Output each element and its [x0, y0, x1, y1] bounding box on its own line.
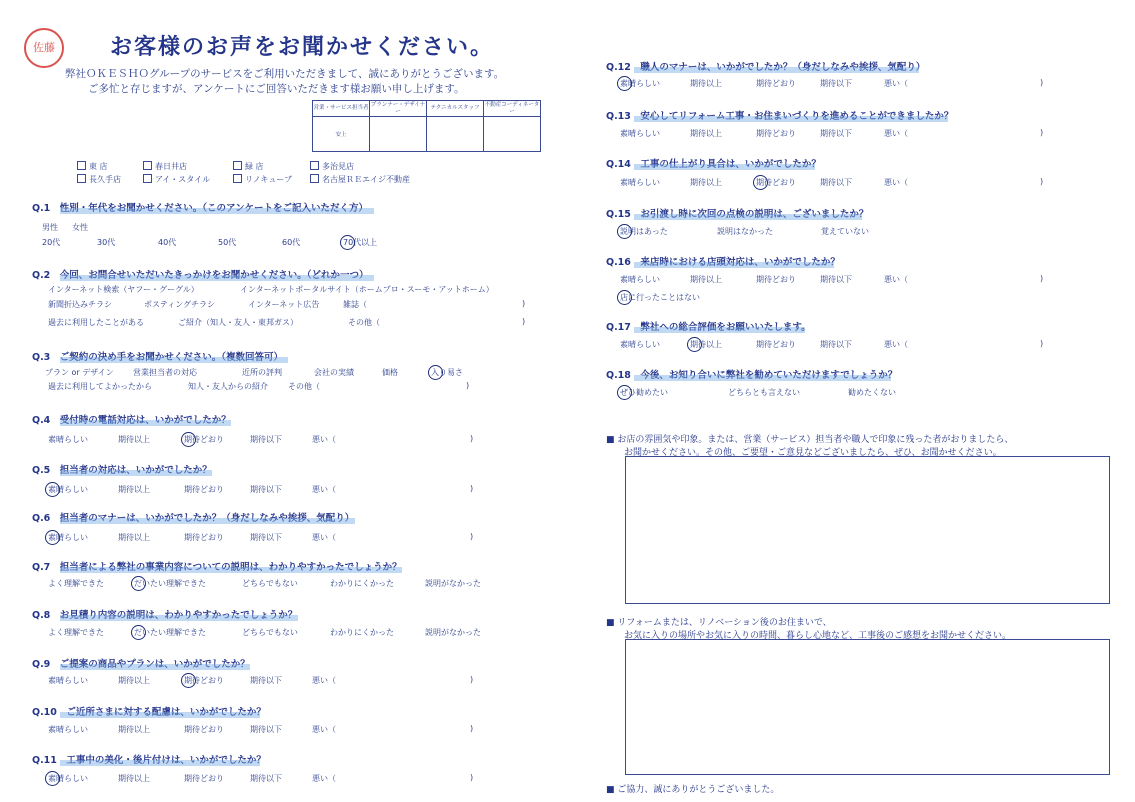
- answer-option[interactable]: 悪い（: [312, 725, 336, 734]
- selected-answer-circle: [45, 530, 60, 545]
- answer-option[interactable]: 30代: [97, 238, 116, 247]
- checkbox-icon: [77, 161, 86, 170]
- answer-option[interactable]: 覚えていない: [821, 227, 869, 236]
- question-heading: Q.16 来店時における店頭対応は、いかがでしたか？: [606, 257, 840, 268]
- answer-option[interactable]: 営業担当者の対応: [133, 368, 197, 377]
- answer-option[interactable]: インターネットポータルサイト（ホームプロ・スーモ・アットホーム）: [240, 285, 494, 294]
- answer-option[interactable]: ): [470, 724, 474, 733]
- answer-option[interactable]: 説明はなかった: [717, 227, 773, 236]
- answer-option[interactable]: 素晴らしい: [620, 275, 660, 284]
- answer-option[interactable]: 70代以上: [343, 238, 378, 247]
- selected-answer-circle: [617, 385, 632, 400]
- answer-option[interactable]: ): [522, 317, 526, 326]
- question-heading: Q.5 担当者の対応は、いかがでしたか？: [32, 465, 212, 476]
- answer-option[interactable]: 悪い（: [884, 79, 908, 88]
- answer-option[interactable]: 入り易さ: [431, 368, 463, 377]
- answer-option[interactable]: 素晴らしい: [48, 676, 88, 685]
- answer-option[interactable]: ): [522, 299, 526, 308]
- selected-answer-circle: [617, 76, 632, 91]
- answer-option[interactable]: 悪い（: [884, 340, 908, 349]
- answer-option[interactable]: ): [1040, 128, 1044, 137]
- checkbox-icon: [310, 174, 319, 183]
- answer-option[interactable]: 悪い（: [884, 129, 908, 138]
- answer-option[interactable]: 期待以下: [250, 485, 282, 494]
- answer-option[interactable]: 雑誌（: [343, 300, 367, 309]
- answer-option[interactable]: ): [1040, 177, 1044, 186]
- answer-option[interactable]: 会社の実績: [314, 368, 354, 377]
- store-checkbox[interactable]: 春日井店: [143, 161, 187, 172]
- answer-option[interactable]: 期待以上: [690, 178, 722, 187]
- answer-option[interactable]: 過去に利用したことがある: [48, 318, 144, 327]
- answer-option[interactable]: 期待以上: [118, 485, 150, 494]
- answer-option[interactable]: ): [1040, 78, 1044, 87]
- answer-option[interactable]: 期待以下: [820, 129, 852, 138]
- answer-option[interactable]: 期待どおり: [756, 340, 796, 349]
- free-section-2-line-2: お気に入りの場所やお気に入りの時間、暮らし心地など、工事後のご感想をお聞かせください。: [624, 631, 1012, 641]
- answer-option[interactable]: 価格: [382, 368, 398, 377]
- selected-answer-circle: [617, 224, 632, 239]
- question-heading: Q.12 職人のマナーは、いかがでしたか？（身だしなみや挨拶、気配り）: [606, 62, 926, 73]
- question-highlight: [634, 262, 834, 268]
- answer-option[interactable]: 期待以下: [250, 725, 282, 734]
- selected-answer-circle: [617, 290, 632, 305]
- answer-option[interactable]: よく理解できた: [48, 628, 104, 637]
- staff-value-realestate[interactable]: [484, 117, 541, 152]
- selected-answer-circle: [753, 175, 768, 190]
- answer-option[interactable]: ): [470, 434, 474, 443]
- question-highlight: [60, 420, 231, 426]
- question-heading: Q.10 ご近所さまに対する配慮は、いかがでしたか？: [32, 707, 266, 718]
- answer-option[interactable]: 素晴らしい: [620, 178, 660, 187]
- seal-stamp-text: 佐藤: [33, 41, 55, 54]
- answer-option[interactable]: 説明がなかった: [425, 628, 481, 637]
- question-heading: Q.13 安心してリフォーム工事・お住まいづくりを進めることができましたか？: [606, 111, 954, 122]
- answer-option[interactable]: その他（: [288, 382, 320, 391]
- store-checkbox[interactable]: 東 店: [77, 161, 108, 172]
- answer-option[interactable]: 期待どおり: [756, 79, 796, 88]
- answer-option[interactable]: ): [470, 532, 474, 541]
- answer-option[interactable]: 期待以上: [118, 435, 150, 444]
- question-heading: Q.15 お引渡し時に次回の点検の説明は、ございましたか？: [606, 209, 869, 220]
- answer-option[interactable]: 40代: [158, 238, 177, 247]
- answer-option[interactable]: 過去に利用してよかったから: [48, 382, 152, 391]
- free-section-1-line-2: お聞かせください。その他、ご要望・ご意見などございましたら、ぜひ、お聞かせください。: [624, 448, 1002, 458]
- staff-table: [312, 100, 541, 152]
- checkbox-icon: [77, 174, 86, 183]
- staff-value-sales[interactable]: 安上: [313, 117, 370, 152]
- answer-option[interactable]: よく理解できた: [48, 579, 104, 588]
- answer-option[interactable]: だいたい理解できた: [134, 579, 206, 588]
- answer-option[interactable]: 期待どおり: [184, 774, 224, 783]
- checkbox-icon: [233, 161, 242, 170]
- answer-option[interactable]: 期待どおり: [184, 533, 224, 542]
- answer-option[interactable]: ぜひ勧めたい: [620, 388, 668, 397]
- answer-option[interactable]: ): [1040, 274, 1044, 283]
- answer-option[interactable]: 素晴らしい: [620, 129, 660, 138]
- answer-option[interactable]: 悪い（: [312, 435, 336, 444]
- answer-option[interactable]: 期待以下: [820, 275, 852, 284]
- answer-option[interactable]: 素晴らしい: [48, 435, 88, 444]
- answer-option[interactable]: どちらとも言えない: [728, 388, 800, 397]
- answer-option[interactable]: わかりにくかった: [330, 628, 394, 637]
- answer-option[interactable]: ): [470, 773, 474, 782]
- answer-option[interactable]: わかりにくかった: [330, 579, 394, 588]
- store-checkbox[interactable]: 名古屋ＲＥエイジ不動産: [310, 174, 410, 185]
- question-highlight: [634, 327, 805, 333]
- answer-option[interactable]: 期待以下: [250, 774, 282, 783]
- answer-option[interactable]: ): [1040, 339, 1044, 348]
- selected-answer-circle: [340, 235, 355, 250]
- answer-option[interactable]: どちらでもない: [242, 579, 298, 588]
- selected-answer-circle: [45, 771, 60, 786]
- square-bullet-icon: ■: [606, 435, 618, 445]
- answer-option[interactable]: 素晴らしい: [48, 725, 88, 734]
- answer-option[interactable]: 期待以上: [118, 533, 150, 542]
- answer-option[interactable]: 悪い（: [884, 275, 908, 284]
- staff-header: 営業・サービス担当者: [313, 101, 370, 117]
- store-checkbox[interactable]: 長久手店: [77, 174, 121, 185]
- answer-option[interactable]: 期待どおり: [756, 178, 796, 187]
- answer-option[interactable]: 勧めたくない: [848, 388, 896, 397]
- square-bullet-icon: ■: [606, 785, 618, 795]
- answer-option[interactable]: 期待以下: [250, 435, 282, 444]
- question-heading: Q.11 工事中の美化・後片付けは、いかがでしたか？: [32, 755, 266, 766]
- question-highlight: [60, 208, 374, 214]
- question-heading: Q.4 受付時の電話対応は、いかがでしたか？: [32, 415, 231, 426]
- question-highlight: [60, 275, 374, 281]
- answer-option[interactable]: 期待どおり: [184, 725, 224, 734]
- question-highlight: [60, 567, 402, 573]
- question-highlight: [60, 760, 260, 766]
- selected-answer-circle: [428, 365, 443, 380]
- answer-option[interactable]: 期待以上: [118, 725, 150, 734]
- answer-option[interactable]: 素晴らしい: [48, 485, 88, 494]
- answer-option[interactable]: 説明はあった: [620, 227, 668, 236]
- answer-option[interactable]: 素晴らしい: [48, 533, 88, 542]
- selected-answer-circle: [45, 482, 60, 497]
- question-highlight: [60, 712, 260, 718]
- store-checkbox[interactable]: 多治見店: [310, 161, 354, 172]
- question-highlight: [60, 664, 250, 670]
- intro-line-2: ご多忙と存じますが、アンケートにご回答いただきます様お願い申し上げます。: [88, 83, 465, 95]
- free-section-1-line-1: ■ お店の雰囲気や印象。または、営業（サービス）担当者や職人で印象に残った者がおりましたら、: [606, 435, 1014, 445]
- question-highlight: [634, 164, 815, 170]
- answer-option[interactable]: 素晴らしい: [620, 79, 660, 88]
- question-highlight: [634, 375, 891, 381]
- answer-option[interactable]: ): [470, 675, 474, 684]
- selected-answer-circle: [181, 673, 196, 688]
- question-heading: Q.2 今回、お問合せいただいたきっかけをお聞かせください。（どれか一つ）: [32, 270, 369, 281]
- selected-answer-circle: [687, 337, 702, 352]
- answer-option[interactable]: プラン or デザイン: [45, 368, 114, 377]
- store-checkbox[interactable]: リノキューブ: [233, 174, 292, 185]
- closing-message: ■ ご協力、誠にありがとうございました。: [606, 785, 780, 795]
- staff-header: 不動産コーディネーター: [484, 101, 540, 115]
- answer-option[interactable]: ご紹介（知人・友人・東邦ガス）: [178, 318, 298, 327]
- checkbox-icon: [143, 161, 152, 170]
- question-highlight: [634, 116, 948, 122]
- answer-option[interactable]: ): [470, 484, 474, 493]
- selected-answer-circle: [131, 576, 146, 591]
- question-heading: Q.6 担当者のマナーは、いかがでしたか？（身だしなみや挨拶、気配り）: [32, 513, 355, 524]
- answer-option[interactable]: 期待以上: [118, 774, 150, 783]
- checkbox-icon: [310, 161, 319, 170]
- answer-option[interactable]: 悪い（: [312, 485, 336, 494]
- question-heading: Q.1 性別・年代をお聞かせください。（このアンケートをご記入いただく方）: [32, 203, 368, 214]
- answer-option[interactable]: 男性: [42, 223, 58, 232]
- store-checkbox[interactable]: 緑 店: [233, 161, 264, 172]
- answer-option[interactable]: 期待以上: [690, 129, 722, 138]
- selected-answer-circle: [131, 625, 146, 640]
- answer-option[interactable]: 期待どおり: [184, 485, 224, 494]
- answer-option[interactable]: 期待以上: [690, 275, 722, 284]
- answer-option[interactable]: 素晴らしい: [48, 774, 88, 783]
- question-highlight: [60, 470, 212, 476]
- question-highlight: [60, 518, 355, 524]
- answer-option[interactable]: その他（: [348, 318, 380, 327]
- answer-option[interactable]: 期待どおり: [184, 435, 224, 444]
- answer-option[interactable]: 期待以下: [820, 340, 852, 349]
- answer-option[interactable]: 期待どおり: [184, 676, 224, 685]
- store-checkbox[interactable]: アイ・スタイル: [143, 174, 210, 185]
- square-bullet-icon: ■: [606, 618, 618, 628]
- answer-option[interactable]: インターネット広告: [248, 300, 320, 309]
- answer-option[interactable]: 悪い（: [884, 178, 908, 187]
- answer-option[interactable]: 説明がなかった: [425, 579, 481, 588]
- answer-option[interactable]: 悪い（: [312, 774, 336, 783]
- question-highlight: [634, 214, 862, 220]
- staff-header: テクニカルスタッフ: [427, 101, 484, 117]
- selected-answer-circle: [181, 432, 196, 447]
- answer-option[interactable]: 60代: [282, 238, 301, 247]
- checkbox-icon: [233, 174, 242, 183]
- page-title: お客様のお声をお聞かせください。: [110, 35, 495, 60]
- answer-option[interactable]: 近所の評判: [242, 368, 282, 377]
- question-heading: Q.7 担当者による弊社の事業内容についての説明は、わかりやすかったでしょうか？: [32, 562, 402, 573]
- intro-line-1: 弊社ＯＫＥＳＨＯグループのサービスをご利用いただきまして、誠にありがとうございます。: [65, 68, 505, 80]
- answer-option[interactable]: 期待どおり: [756, 275, 796, 284]
- free-section-2-line-1: ■ リフォームまたは、リノベーション後のお住まいで、: [606, 618, 832, 628]
- question-heading: Q.9 ご提案の商品やプランは、いかがでしたか？: [32, 659, 250, 670]
- question-highlight: [634, 67, 919, 73]
- answer-option[interactable]: ポスティングチラシ: [144, 300, 216, 309]
- checkbox-icon: [143, 174, 152, 183]
- answer-option[interactable]: 新聞折込みチラシ: [48, 300, 112, 309]
- answer-option[interactable]: どちらでもない: [242, 628, 298, 637]
- answer-option[interactable]: ): [466, 381, 470, 390]
- answer-option[interactable]: 知人・友人からの紹介: [188, 382, 268, 391]
- answer-option[interactable]: 期待以下: [250, 533, 282, 542]
- answer-option[interactable]: 悪い（: [312, 676, 336, 685]
- staff-value-planner[interactable]: [370, 117, 427, 152]
- question-heading: Q.18 今後、お知り合いに弊社を勧めていただけますでしょうか？: [606, 370, 898, 381]
- question-highlight: [60, 615, 298, 621]
- answer-option[interactable]: 期待どおり: [756, 129, 796, 138]
- answer-option[interactable]: 期待以下: [820, 178, 852, 187]
- question-heading: Q.17 弊社への総合評価をお願いいたします。: [606, 322, 811, 333]
- answer-option[interactable]: 素晴らしい: [620, 340, 660, 349]
- staff-header: プランナー・デザイナー: [370, 101, 426, 115]
- answer-option[interactable]: 期待以上: [690, 340, 722, 349]
- staff-value-technical[interactable]: [427, 117, 484, 152]
- question-heading: Q.14 工事の仕上がり具合は、いかがでしたか？: [606, 159, 821, 170]
- answer-option[interactable]: 期待以下: [820, 79, 852, 88]
- answer-option[interactable]: 期待以上: [690, 79, 722, 88]
- answer-option[interactable]: 悪い（: [312, 533, 336, 542]
- answer-option[interactable]: 女性: [72, 223, 88, 232]
- free-answer-box-2[interactable]: [625, 639, 1110, 775]
- question-highlight: [60, 357, 288, 363]
- answer-option[interactable]: 50代: [218, 238, 237, 247]
- question-heading: Q.8 お見積り内容の説明は、わかりやすかったでしょうか？: [32, 610, 298, 621]
- free-answer-box-1[interactable]: [625, 456, 1110, 604]
- question-heading: Q.3 ご契約の決め手をお聞かせください。（複数回答可）: [32, 352, 284, 363]
- answer-option[interactable]: 期待以下: [250, 676, 282, 685]
- answer-option[interactable]: 20代: [42, 238, 61, 247]
- seal-stamp: [24, 28, 64, 68]
- answer-option[interactable]: 期待以上: [118, 676, 150, 685]
- answer-option[interactable]: インターネット検索（ヤフー・グーグル）: [48, 285, 199, 294]
- answer-option[interactable]: だいたい理解できた: [134, 628, 206, 637]
- answer-option[interactable]: 店に行ったことはない: [620, 293, 700, 302]
